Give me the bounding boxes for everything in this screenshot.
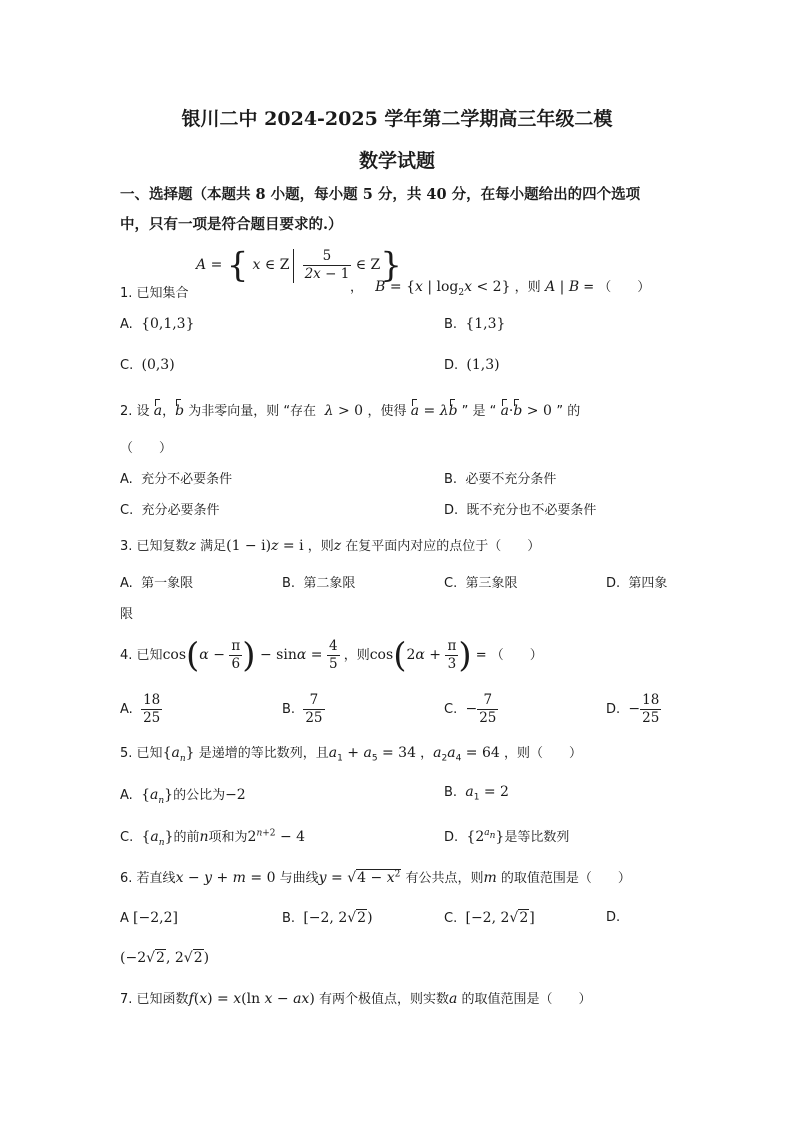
q4-stem: 4. 已知cos(α − $\frac{\pi}{6}$ ) − sinα = $\frac{4}{5}$ ，则cos(2α + $\frac{\pi}{3}$ ) = （ ）	[120, 635, 543, 676]
section-heading-line1: 一、选择题（本题共 8 小题，每小题 5 分，共 40 分，在每小题给出的四个选项	[120, 186, 641, 203]
q2-option-a[interactable]: A. 充分不必要条件	[120, 472, 233, 487]
q7-stem: 7. 已知函数f(x) = x(ln x − ax) 有两个极值点，则实数a 的取值范围是（ ）	[120, 991, 592, 1007]
q3-option-c[interactable]: C. 第三象限	[444, 576, 518, 591]
q3-option-d-wrap: 限	[120, 607, 134, 622]
q1-stem-rest: ， B = {x | $\log_2x < 2$} ，则 A | B = （ ）	[350, 279, 651, 298]
q6-stem: 6. 若直线x − y + m = 0 与曲线$y = √4 - x^2$ 有公共点，则m 的取值范围是（ ）	[120, 869, 631, 886]
school-title: 银川二中 2024-2025 学年第二学期高三年级二模	[181, 108, 613, 130]
q2-option-d[interactable]: D. 既不充分也不必要条件	[444, 503, 597, 518]
q6-option-b[interactable]: B. [−2, 2√2)	[282, 910, 373, 926]
q6-option-d[interactable]: D.	[606, 910, 621, 925]
q2-paren: （ ）	[120, 441, 173, 456]
q5-option-b[interactable]: B. $a_1 = 2$	[444, 784, 509, 803]
q3-stem: 3. 已知复数z 满足(1 − i)z = i ，则z 在复平面内对应的点位于（ ）	[120, 538, 541, 554]
q3-option-d[interactable]: D. 第四象	[606, 576, 668, 591]
q1-option-c[interactable]: C. (0,3)	[120, 357, 175, 373]
section-heading-line2: 中，只有一项是符合题目要求的.）	[120, 216, 343, 233]
q6-option-c[interactable]: C. [−2, 2√2]	[444, 910, 535, 926]
q1-option-b[interactable]: B. {1,3}	[444, 316, 506, 332]
q1-option-a[interactable]: A. {0,1,3}	[120, 316, 195, 332]
q4-option-a[interactable]: A. $\frac{18}{25}$	[120, 692, 161, 726]
q3-option-a[interactable]: A. 第一象限	[120, 576, 194, 591]
q2-option-b[interactable]: B. 必要不充分条件	[444, 472, 557, 487]
q4-option-c[interactable]: C. − $\frac{7}{25}$	[444, 692, 497, 726]
q5-option-c[interactable]: C. $\{a_n\}$的前n项和为$2^{n+2} - 4$	[120, 828, 306, 848]
q1-set-a-formula: A = { x ∈ Z $\frac{5}{2x - 1}$ ∈ Z}	[196, 245, 402, 286]
q1-option-d[interactable]: D. (1,3)	[444, 357, 500, 373]
section-heading	[120, 180, 690, 240]
q3-option-b[interactable]: B. 第二象限	[282, 576, 356, 591]
q2-stem: 2. 设 a，b 为非零向量，则 “存在 λ > 0 ，使得 a = λb ” 是 “ a·b > 0 ” 的	[120, 403, 581, 419]
q1-stem: 1. 已知集合	[120, 286, 189, 301]
q6-option-a[interactable]: A [−2,2]	[120, 910, 178, 926]
q5-option-a[interactable]: A. $\{a_n\}$的公比为−2	[120, 787, 246, 806]
q5-option-d[interactable]: D. $\{2^{a_n}\}$是等比数列	[444, 828, 570, 845]
q5-stem: 5. 已知$\{a_n\}$ 是递增的等比数列，且$a_1 + a_5 = 34$ ，$a_2a_4 = 64$ ，则（ ）	[120, 745, 582, 764]
subject-title: 数学试题	[358, 150, 435, 172]
q6-option-d-value[interactable]: (−2√2, 2√2)	[120, 950, 210, 966]
q4-option-d[interactable]: D. − $\frac{18}{25}$	[606, 692, 660, 726]
q4-option-b[interactable]: B. $\frac{7}{25}$	[282, 692, 323, 726]
q2-option-c[interactable]: C. 充分必要条件	[120, 503, 220, 518]
